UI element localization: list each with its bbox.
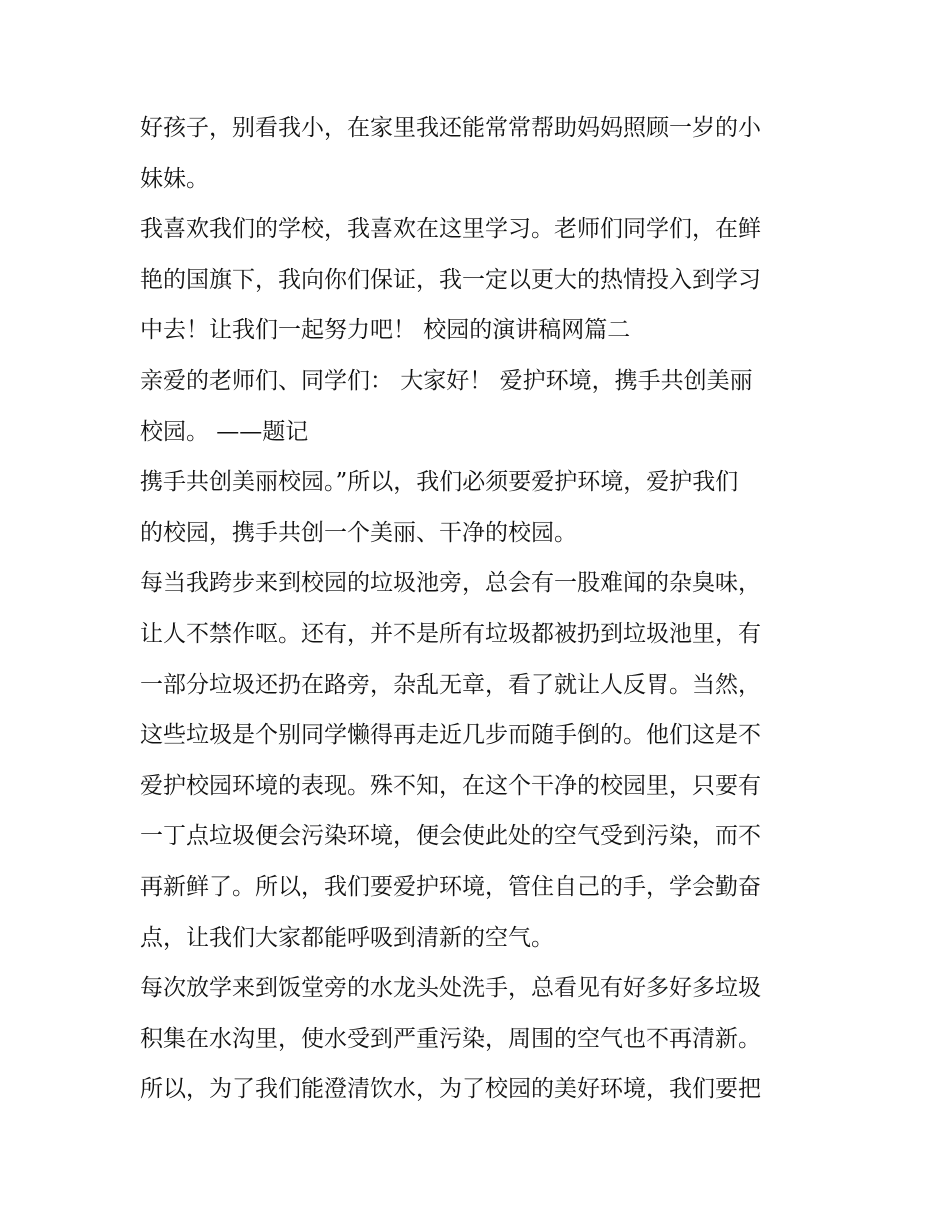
- text-line: 的校园，携手共创一个美丽、干净的校园。: [140, 519, 577, 546]
- text-line: 我喜欢我们的学校，我喜欢在这里学习。老师们同学们，在鲜: [140, 216, 761, 243]
- text-line: 再新鲜了。所以，我们要爱护环境，管住自己的手，学会勤奋: [140, 873, 761, 900]
- text-line: 爱护校园环境的表现。殊不知，在这个干净的校园里，只要有: [140, 772, 761, 799]
- text-line: 每当我跨步来到校园的垃圾池旁，总会有一股难闻的杂臭味，: [140, 570, 761, 597]
- paragraph: [140, 356, 820, 457]
- text-line: 点，让我们大家都能呼吸到清新的空气。: [140, 924, 554, 951]
- text-line: 让人不禁作呕。还有，并不是所有垃圾都被扔到垃圾池里，有: [140, 620, 761, 647]
- text-line: 妹妹。: [140, 165, 209, 192]
- paragraph: [140, 457, 820, 558]
- text-line: 亲爱的老师们、同学们： 大家好！ 爱护环境，携手共创美丽: [140, 367, 753, 394]
- text-line: 艳的国旗下，我向你们保证，我一定以更大的热情投入到学习: [140, 266, 761, 293]
- text-line: 好孩子，别看我小，在家里我还能常常帮助妈妈照顾一岁的小: [140, 115, 761, 141]
- text-line: 这些垃圾是个别同学懒得再走近几步而随手倒的。他们这是不: [140, 722, 761, 749]
- document-body: [140, 103, 820, 1115]
- text-line: 校园。 ——题记: [140, 418, 309, 445]
- paragraph: [140, 204, 820, 356]
- text-line: 携手共创美丽校园。”所以，我们必须要爱护环境，爱护我们: [140, 469, 739, 496]
- paragraph: [140, 558, 820, 963]
- text-line: 一丁点垃圾便会污染环境，便会使此处的空气受到污染，而不: [140, 823, 761, 850]
- paragraph: [140, 103, 820, 204]
- text-line: 积集在水沟里，使水受到严重污染，周围的空气也不再清新。: [140, 1025, 761, 1052]
- text-line: 中去！让我们一起努力吧！ 校园的演讲稿网篇二: [140, 317, 631, 344]
- text-line: 所以，为了我们能澄清饮水，为了校园的美好环境，我们要把: [140, 1076, 761, 1103]
- paragraph: [140, 963, 820, 1115]
- text-line: 一部分垃圾还扔在路旁，杂乱无章，看了就让人反胃。当然，: [140, 671, 761, 698]
- text-line: 每次放学来到饭堂旁的水龙头处洗手，总看见有好多好多垃圾: [140, 975, 761, 1002]
